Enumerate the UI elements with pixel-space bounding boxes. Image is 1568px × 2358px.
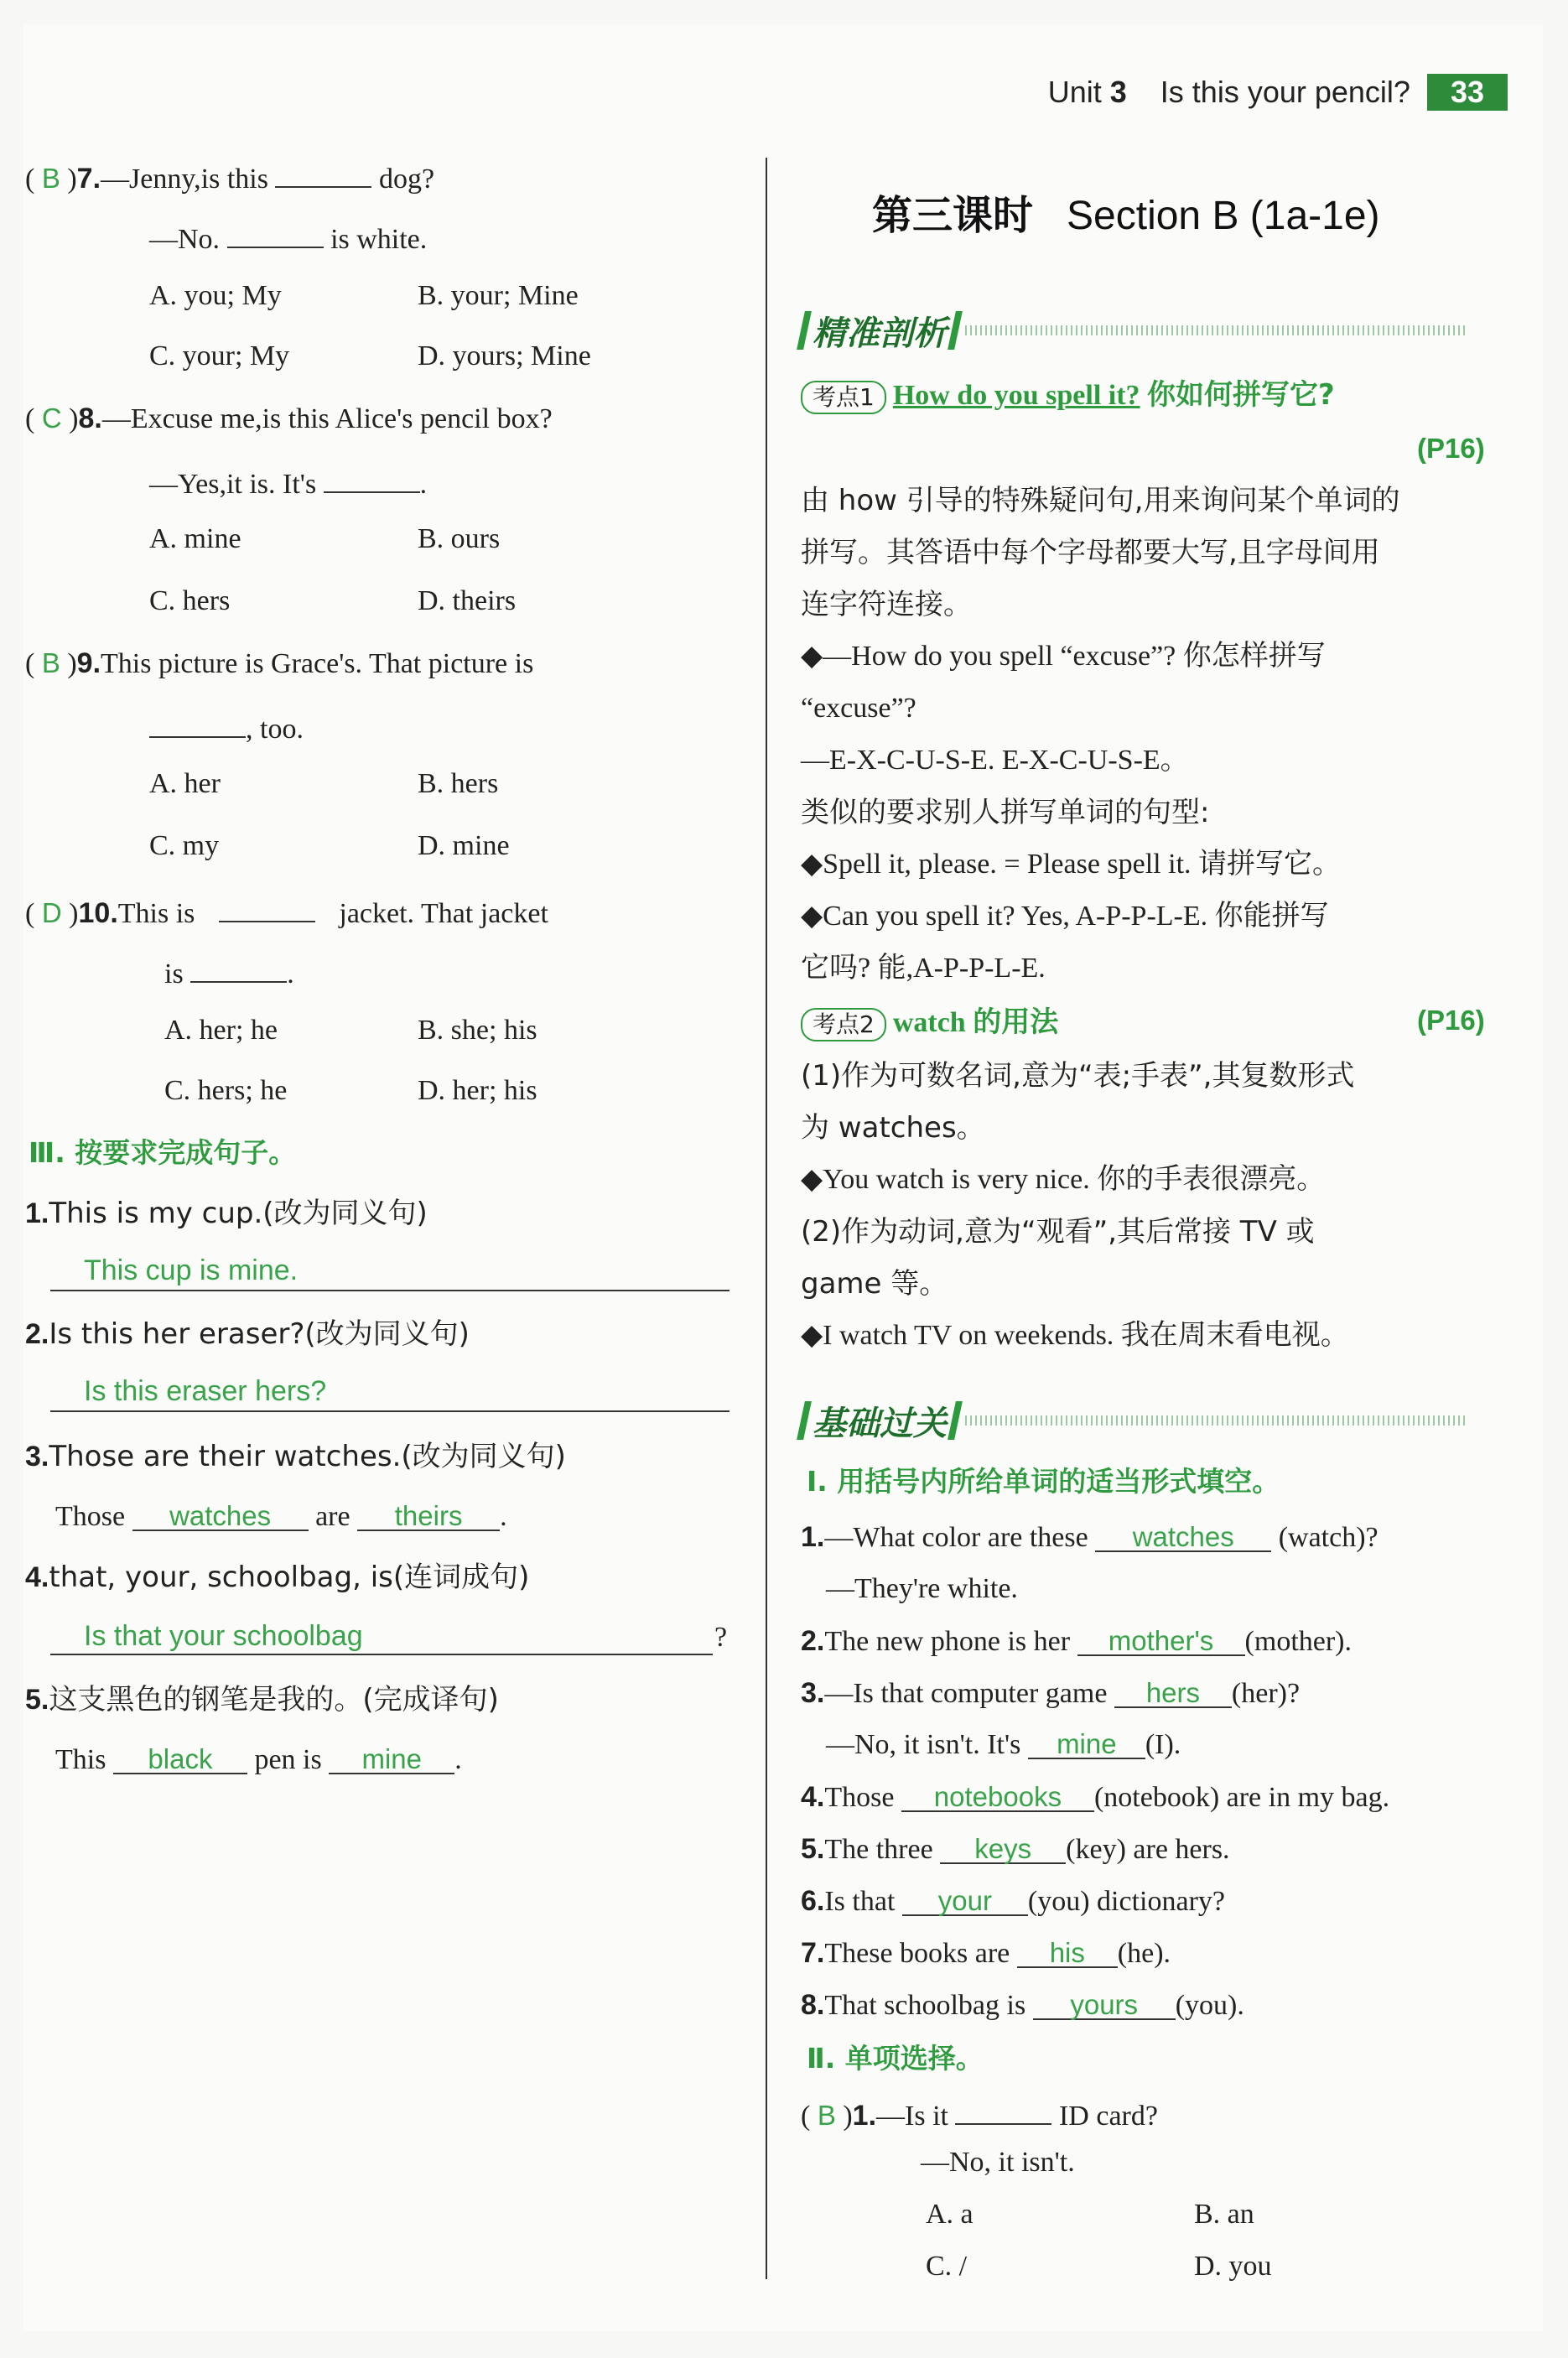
unit-label: Unit [1047,75,1102,109]
option-b: B. ours [418,523,501,554]
unit-title: Is this your pencil? [1160,75,1410,109]
key-point-title: watch [892,1007,966,1038]
page-ref: (P16) [1417,1005,1485,1036]
question-text: (watch)? [1278,1522,1378,1553]
paragraph: 由 how 引导的特殊疑问句,用来询问某个单词的 [801,484,1400,517]
text: . [454,1744,462,1775]
mc-question-8: ( C )8.—Excuse me,is this Alice's pencil box? [25,403,553,434]
question-text: The three [824,1834,933,1865]
question-text: —What color are these [824,1522,1088,1553]
option-d: D. mine [418,830,510,861]
page-header [1048,74,1508,111]
banner-title: 基础过关 [813,1404,947,1443]
question-text: These books are [824,1938,1010,1969]
question-text: . [419,469,428,500]
question-text: —No. [149,224,221,255]
question-text: (mother). [1244,1626,1352,1657]
question-text: (you) dictionary? [1027,1886,1225,1917]
answer-blank: yours [1033,1988,1176,2020]
example: “excuse”? [801,693,916,724]
text: Those [55,1501,126,1532]
question-text: jacket. That jacket [339,898,548,929]
fill-item [801,1779,1389,1815]
answer-blank: black [113,1743,247,1774]
option-b: B. an [1194,2199,1254,2230]
question-text: that, your, schoolbag, is(连词成句) [49,1561,530,1594]
question-number: 4. [25,1561,49,1593]
mc-question-1-line2: —No, it isn't. [921,2147,1075,2178]
example: 它吗? 能,A-P-P-L-E. [801,953,1046,984]
key-point-title: How do you spell it? [892,380,1140,411]
question-number: 8. [78,403,102,434]
question-number: 4. [801,1781,825,1813]
answer: C [41,403,62,434]
text: . [500,1501,507,1532]
example: ◆Can you spell it? Yes, A-P-P-L-E. 你能拼写 [801,901,1329,932]
answer: B [41,163,60,194]
question-text: (her)? [1231,1678,1301,1709]
question-text: —They're white. [826,1573,1018,1604]
answer-1: This cup is mine. [84,1254,299,1286]
banner-bar [948,311,963,350]
answer-line [50,1410,729,1412]
question-text: (you). [1175,1990,1244,2021]
answer-blank: your [902,1884,1028,1916]
blank [190,951,287,983]
section-3-title: Ⅲ. 按要求完成句子。 [29,1136,297,1169]
lesson-title-en: Section B (1a-1e) [1067,194,1380,238]
question-number: 1. [852,2100,877,2132]
paragraph: 类似的要求别人拼写单词的句型: [801,796,1210,829]
mc-question-8-line2 [149,461,427,502]
option-a: A. her; he [164,1015,278,1046]
question-text: This is [117,898,195,929]
banner-dots [965,1415,1468,1426]
question-number: 10. [78,897,118,929]
banner-title: 精准剖析 [813,314,947,353]
example: ◆—How do you spell “excuse”? 你怎样拼写 [801,641,1326,672]
fill-item [801,1883,1225,1919]
answer: B [817,2100,836,2131]
question-text: —Is that computer game [824,1678,1108,1709]
blank [149,706,246,738]
paragraph: (1)作为可数名词,意为“表;手表”,其复数形式 [801,1059,1355,1093]
option-d: D. you [1194,2251,1272,2282]
sentence-3-answer [55,1499,507,1535]
mc-question-9: ( B )9.This picture is Grace's. That picture is [25,647,534,679]
answer-blank: his [1017,1936,1118,1968]
section-1-title: Ⅰ. 用括号内所给单词的适当形式填空。 [807,1465,1280,1498]
option-d: D. yours; Mine [418,340,591,371]
answer-2: Is this eraser hers? [84,1375,327,1407]
paragraph: (2)作为动词,意为“观看”,其后常接 TV 或 [801,1215,1315,1249]
answer-4: Is that your schoolbag [84,1620,363,1652]
answer-blank: mother's [1077,1624,1245,1656]
option-a: A. a [926,2199,974,2230]
example: ◆I watch TV on weekends. 我在周末看电视。 [801,1320,1349,1351]
banner-analysis [801,307,1468,354]
question-mark: ? [714,1622,728,1653]
column-divider [766,158,767,2279]
sentence-4 [25,1560,529,1596]
option-b: B. your; Mine [418,280,579,311]
option-c: C. my [149,830,220,861]
option-c: C. hers [149,585,231,616]
example: ◆You watch is very nice. 你的手表很漂亮。 [801,1164,1326,1195]
option-c: C. hers; he [164,1075,288,1106]
question-text: (key) are hers. [1066,1834,1230,1865]
answer-line [50,1654,713,1655]
page-number: 33 [1427,74,1508,111]
answer-blank: mine [1028,1727,1145,1759]
question-text: —Is it [876,2101,948,2132]
paragraph: game 等。 [801,1267,948,1301]
question-number: 6. [801,1885,825,1917]
text: pen is [254,1744,322,1775]
lesson-title [872,183,1380,241]
sentence-5-answer [55,1743,462,1778]
option-d: D. her; his [418,1075,537,1106]
question-text: , too. [246,714,304,745]
fill-item [826,1571,1018,1607]
fill-item [801,1935,1171,1971]
mc-question-7: ( B )7.—Jenny,is this dog? [25,156,434,197]
unit-number: 3 [1109,75,1127,109]
text: are [315,1501,350,1532]
question-text: This picture is Grace's. That picture is [101,648,534,679]
sentence-3 [25,1439,566,1475]
question-number: 1. [801,1521,825,1553]
banner-bar [948,1401,963,1440]
sentence-1 [25,1196,428,1232]
option-b: B. hers [418,768,499,799]
option-a: A. her [149,768,221,799]
question-number: 9. [76,647,101,679]
question-number: 7. [801,1937,825,1969]
question-number: 1. [25,1197,49,1229]
key-point-cn: 的用法 [973,1005,1059,1039]
option-c: C. your; My [149,340,290,371]
paragraph: 拼写。其答语中每个字母都要大写,且字母间用 [801,536,1380,569]
blank [324,461,420,493]
question-text: ID card? [1058,2101,1158,2132]
question-text: The new phone is her [824,1626,1071,1657]
question-text: Those [824,1782,895,1813]
answer-line [50,1290,729,1291]
answer-blank: keys [940,1832,1066,1864]
question-text: Is that [824,1886,896,1917]
question-text: (he). [1117,1938,1171,1969]
answer-blank: theirs [357,1499,500,1531]
question-number: 7. [76,163,101,195]
answer: D [41,897,62,928]
question-text: This is my cup.(改为同义句) [49,1197,428,1230]
question-text: That schoolbag is [824,1990,1026,2021]
fill-item [801,1831,1230,1867]
key-point-2 [801,1005,1058,1041]
paragraph: 为 watches。 [801,1111,985,1145]
answer-blank: watches [1095,1520,1271,1552]
mc-question-9-line2 [149,706,304,747]
fill-item [801,1519,1378,1556]
fill-item [801,1987,1244,2023]
option-a: A. you; My [149,280,282,311]
page-ref: (P16) [1417,433,1485,464]
banner-dots [965,325,1468,335]
fill-item [826,1727,1181,1763]
question-number: 5. [25,1684,49,1716]
question-number: 2. [801,1625,825,1657]
question-number: 2. [25,1318,49,1350]
blank [219,891,315,922]
question-text: is white. [330,224,428,255]
question-number: 5. [801,1833,825,1865]
mc-question-10: ( D )10.This is jacket. That jacket [25,891,548,932]
question-text: dog? [378,164,435,195]
question-text: (I). [1145,1729,1181,1760]
question-text: . [287,958,294,989]
question-text: is [164,958,184,989]
key-point-1 [801,377,1335,414]
answer: B [41,647,60,678]
option-a: A. mine [149,523,241,554]
banner-basics [801,1397,1468,1444]
question-number: 3. [801,1677,825,1709]
lesson-title-cn: 第三课时 [872,192,1034,239]
example: —E-X-C-U-S-E. E-X-C-U-S-E。 [801,745,1189,776]
sentence-2 [25,1317,470,1353]
mc-question-10-line2 [164,951,294,992]
question-text: (notebook) are in my bag. [1093,1782,1390,1813]
question-text: —Excuse me,is this Alice's pencil box? [101,403,553,434]
paragraph: 连字符连接。 [801,588,972,621]
example: ◆Spell it, please. = Please spell it. 请拼写它。 [801,849,1342,880]
key-point-cn: 你如何拼写它? [1147,378,1335,412]
mc-question-1: ( B )1.—Is it ID card? [801,2093,1158,2134]
answer-blank: notebooks [901,1780,1094,1812]
fill-item [801,1675,1300,1711]
option-c: C. / [926,2251,968,2282]
fill-item [801,1623,1352,1659]
question-text: Those are their watches.(改为同义句) [49,1440,566,1473]
blank [275,156,371,188]
question-number: 3. [25,1441,49,1472]
sentence-5 [25,1682,499,1718]
key-point-tag: 考点2 [801,1008,886,1041]
question-text: Is this her eraser?(改为同义句) [49,1317,470,1351]
mc-question-7-line2 [149,216,427,257]
option-b: B. she; his [418,1015,537,1046]
answer-blank: mine [329,1743,454,1774]
question-text: —Jenny,is this [101,164,268,195]
answer-blank: hers [1114,1676,1232,1708]
text: This [55,1744,106,1775]
key-point-tag: 考点1 [801,381,886,414]
blank [955,2093,1051,2125]
blank [227,216,324,248]
question-number: 8. [801,1989,825,2021]
question-text: —No, it isn't. It's [826,1729,1021,1760]
question-text: 这支黑色的钢笔是我的。(完成译句) [49,1683,499,1717]
question-text: —Yes,it is. It's [149,469,317,500]
answer-blank: watches [132,1499,309,1531]
section-2-title: Ⅱ. 单项选择。 [807,2042,984,2075]
option-d: D. theirs [418,585,517,616]
